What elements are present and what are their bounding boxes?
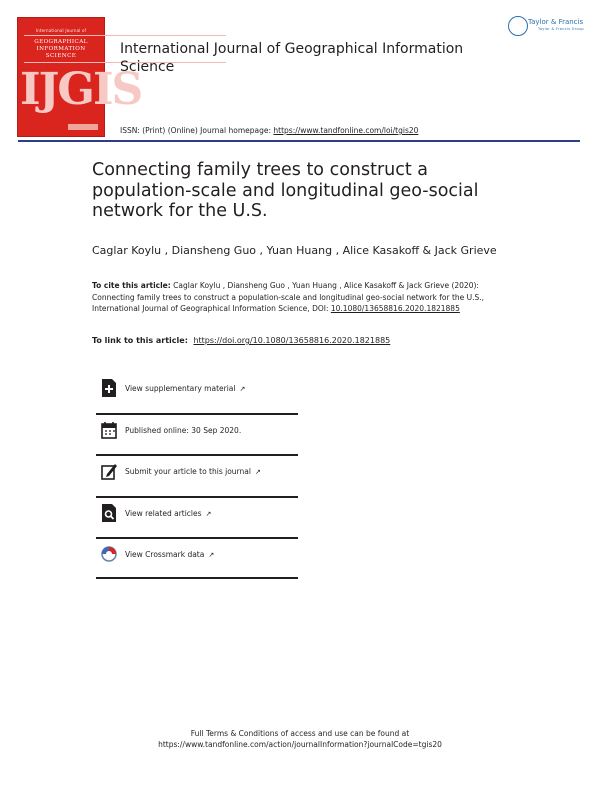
view-supplementary-material-link[interactable] xyxy=(96,372,298,412)
publisher-logo xyxy=(508,16,582,38)
published-online-row xyxy=(96,414,298,454)
citation-doi[interactable]: 10.1080/13658816.2020.1821885 xyxy=(330,304,460,313)
calendar-icon xyxy=(101,420,117,440)
view-related-articles-link[interactable] xyxy=(96,497,298,537)
supplementary-label: View supplementary material xyxy=(125,384,236,393)
citation-label: To cite this article: xyxy=(92,281,171,290)
terms-url[interactable]: https://www.tandfonline.com/action/journalInformation?journalCode=tgis20 xyxy=(158,740,442,749)
issn-label: ISSN: (Print) (Online) Journal homepage: xyxy=(120,126,272,135)
article-link-label: To link to this article: xyxy=(92,336,188,345)
submit-article-link[interactable] xyxy=(96,455,298,495)
submit-article-label: Submit your article to this journal xyxy=(125,467,251,476)
citation xyxy=(92,280,492,315)
edit-icon xyxy=(101,461,117,481)
journal-title: International Journal of Geographical Information Science xyxy=(120,41,464,75)
issn-line xyxy=(120,126,418,135)
crossmark-label: View Crossmark data xyxy=(125,550,205,559)
cover-top-text: International Journal of xyxy=(35,28,87,33)
terms-text: Full Terms & Conditions of access and use can be found at xyxy=(190,729,410,738)
view-crossmark-link[interactable] xyxy=(96,538,298,578)
header-divider xyxy=(18,140,580,142)
related-articles-label: View related articles xyxy=(125,509,202,518)
journal-cover-image xyxy=(18,18,142,136)
external-link-icon: ↗ xyxy=(208,551,215,559)
publisher-group: Taylor & Francis Group xyxy=(538,27,584,31)
cover-monogram: IJGIS xyxy=(20,64,142,115)
authors: Caglar Koylu , Diansheng Guo , Yuan Huang , Alice Kasakoff & Jack Grieve xyxy=(92,244,497,257)
crossmark-icon xyxy=(101,544,117,564)
supplementary-icon xyxy=(101,378,117,398)
journal-homepage-link[interactable]: https://www.tandfonline.com/loi/tgis20 xyxy=(273,126,419,135)
external-link-icon: ↗ xyxy=(254,468,261,476)
external-link-icon: ↗ xyxy=(205,510,212,518)
publisher-name: Taylor & Francis xyxy=(528,18,584,26)
terms-footer xyxy=(100,728,500,750)
article-title: Connecting family trees to construct a population-scale and longitudinal geo-social network for the U.S. xyxy=(92,160,479,221)
article-link-line xyxy=(92,336,390,345)
divider xyxy=(96,577,298,579)
publisher-logo-icon xyxy=(508,16,528,36)
citation-text: Caglar Koylu , Diansheng Guo , Yuan Huang , Alice Kasakoff & Jack Grieve (2020): Connecting family trees to construct a population-scale and longitudinal geo-social network for the U.S., International Journal of Geographical Information Science, DOI: xyxy=(92,281,485,313)
article-doi-link[interactable]: https://doi.org/10.1080/13658816.2020.1821885 xyxy=(193,336,391,345)
cover-title: GEOGRAPHICAL INFORMATION SCIENCE xyxy=(34,39,88,59)
related-articles-icon xyxy=(101,503,117,523)
published-online-label: Published online: 30 Sep 2020. xyxy=(125,426,242,435)
external-link-icon: ↗ xyxy=(239,385,246,393)
